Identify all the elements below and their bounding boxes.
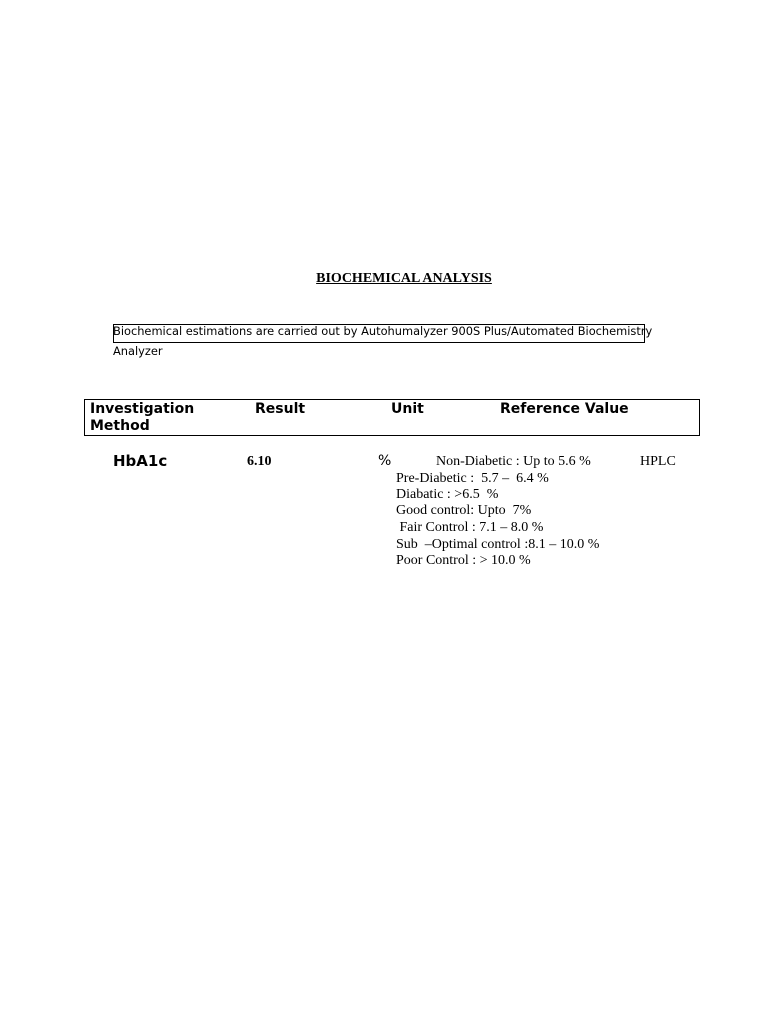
reference-line: Poor Control : > 10.0 %	[396, 553, 531, 568]
header-method: Method	[90, 418, 150, 434]
reference-line: Sub –Optimal control :8.1 – 10.0 %	[396, 537, 600, 552]
reference-line: Diabatic : >6.5 %	[396, 487, 499, 502]
result-value: 6.10	[247, 454, 272, 469]
investigation-name: HbA1c	[113, 452, 168, 470]
reference-line: Non-Diabetic : Up to 5.6 %	[436, 454, 591, 469]
header-result: Result	[255, 401, 306, 417]
header-unit: Unit	[391, 401, 424, 417]
method-value: HPLC	[640, 454, 676, 469]
reference-line: Fair Control : 7.1 – 8.0 %	[396, 520, 544, 535]
page-title: BIOCHEMICAL ANALYSIS	[316, 271, 492, 286]
header-investigation: Investigation	[90, 401, 195, 417]
reference-line: Good control: Upto 7%	[396, 503, 532, 518]
reference-line: Pre-Diabetic : 5.7 – 6.4 %	[396, 471, 549, 486]
unit-value: %	[378, 453, 392, 469]
analyzer-note: Biochemical estimations are carried out by Autohumalyzer 900S Plus/Automated Biochemistry Analyzer	[113, 324, 653, 358]
header-reference-value: Reference Value	[500, 401, 629, 417]
